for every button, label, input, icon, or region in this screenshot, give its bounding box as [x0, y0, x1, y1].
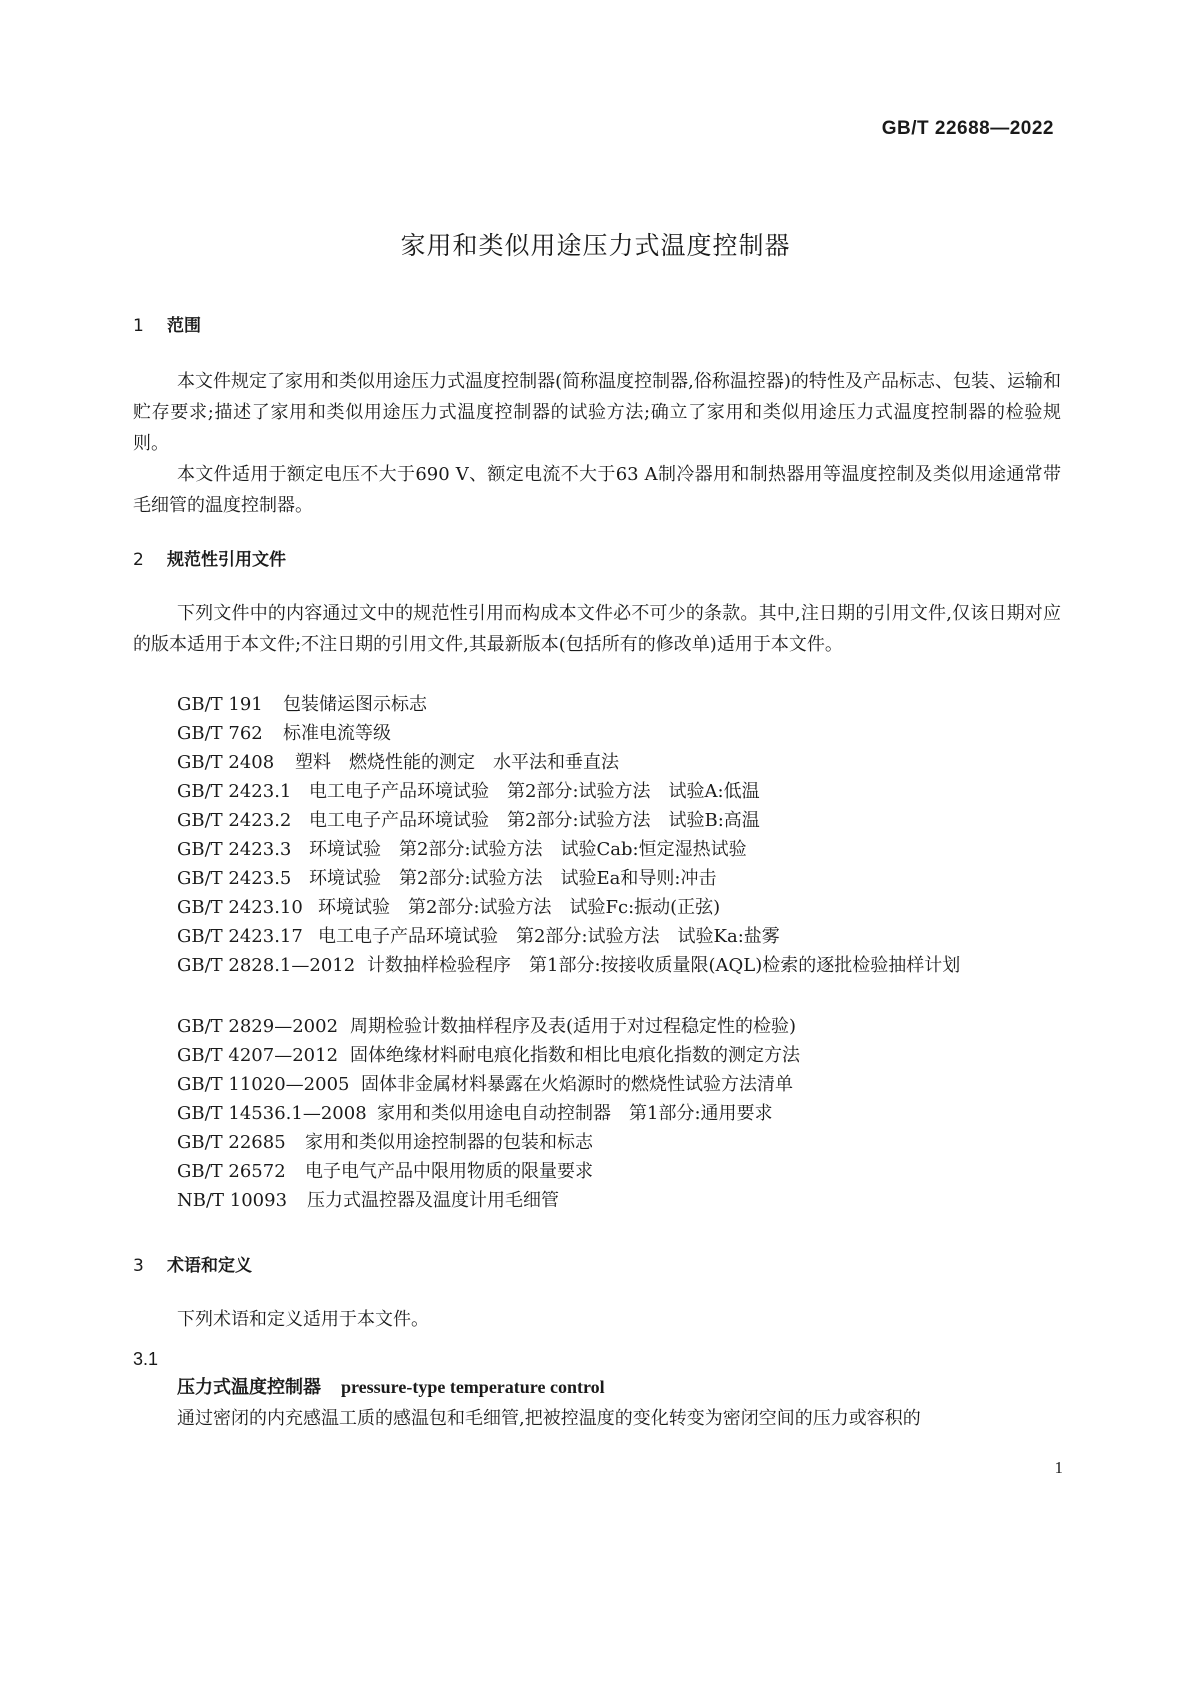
reference-item	[177, 805, 760, 836]
reference-item	[177, 1185, 559, 1216]
reference-code: GB/T 2423.17	[177, 926, 303, 947]
section-2-intro: 下列文件中的内容通过文中的规范性引用而构成本文件必不可少的条款。其中,注日期的引用文件,仅该日期对应的版本适用于本文件;不注日期的引用文件,其最新版本(包括所有的修改单)适用于本文件。	[133, 603, 1061, 655]
reference-item	[177, 1127, 593, 1158]
section-1-paragraph: 本文件规定了家用和类似用途压力式温度控制器(简称温度控制器,俗称温控器)的特性及产品标志、包装、运输和贮存要求;描述了家用和类似用途压力式温度控制器的试验方法;确立了家用和类似用途压力式温度控制器的检验规则。	[133, 371, 1061, 454]
reference-title: 计数抽样检验程序 第1部分:按接收质量限(AQL)检索的逐批检验抽样计划	[367, 955, 961, 976]
reference-item	[133, 950, 1061, 981]
reference-title: 包装储运图示标志	[283, 694, 427, 715]
reference-code: GB/T 762	[177, 723, 263, 744]
reference-item	[177, 921, 780, 952]
page-number: 1	[1054, 1458, 1063, 1477]
term-number: 3.1	[133, 1349, 159, 1369]
reference-code: GB/T 2423.1	[177, 781, 292, 802]
reference-title: 电工电子产品环境试验 第2部分:试验方法 试验Ka:盐雾	[318, 926, 780, 947]
reference-item	[177, 747, 619, 778]
section-title: 术语和定义	[167, 1256, 252, 1276]
document-title: 家用和类似用途压力式温度控制器	[400, 231, 791, 260]
reference-title: 电工电子产品环境试验 第2部分:试验方法 试验A:低温	[309, 781, 760, 802]
reference-code: GB/T 22685	[177, 1132, 286, 1153]
reference-item	[177, 1156, 593, 1187]
reference-item	[177, 1011, 796, 1042]
reference-title: 周期检验计数抽样程序及表(适用于对过程稳定性的检验)	[350, 1016, 797, 1037]
reference-title: 固体绝缘材料耐电痕化指数和相比电痕化指数的测定方法	[350, 1045, 800, 1066]
reference-code: GB/T 2408	[177, 752, 275, 773]
reference-code: GB/T 2423.3	[177, 839, 292, 860]
reference-code: GB/T 2423.5	[177, 868, 292, 889]
reference-code: GB/T 26572	[177, 1161, 286, 1182]
section-title: 规范性引用文件	[167, 550, 286, 570]
reference-title: 环境试验 第2部分:试验方法 试验Fc:振动(正弦)	[318, 897, 721, 918]
reference-code: GB/T 2423.2	[177, 810, 292, 831]
reference-code: GB/T 2828.1—2012	[177, 955, 356, 976]
reference-title: 固体非金属材料暴露在火焰源时的燃烧性试验方法清单	[361, 1074, 793, 1095]
reference-code: NB/T 10093	[177, 1190, 288, 1211]
section-3-intro: 下列术语和定义适用于本文件。	[177, 1309, 429, 1330]
reference-item	[177, 834, 747, 865]
reference-title: 环境试验 第2部分:试验方法 试验Cab:恒定湿热试验	[309, 839, 747, 860]
reference-item	[177, 892, 720, 923]
section-1-paragraph: 本文件适用于额定电压不大于690 V、额定电流不大于63 A制冷器用和制热器用等温度控制及类似用途通常带毛细管的温度控制器。	[133, 464, 1061, 516]
reference-code: GB/T 4207—2012	[177, 1045, 339, 1066]
section-number: 2	[133, 550, 144, 570]
term-chinese: 压力式温度控制器	[177, 1377, 321, 1398]
reference-code: GB/T 11020—2005	[177, 1074, 350, 1095]
section-number: 3	[133, 1256, 144, 1276]
reference-title: 环境试验 第2部分:试验方法 试验Ea和导则:冲击	[309, 868, 717, 889]
reference-item	[177, 776, 760, 807]
reference-title: 电子电气产品中限用物质的限量要求	[305, 1161, 593, 1182]
reference-title: 压力式温控器及温度计用毛细管	[307, 1190, 559, 1211]
reference-code: GB/T 2423.10	[177, 897, 303, 918]
reference-title: 家用和类似用途电自动控制器 第1部分:通用要求	[377, 1103, 773, 1124]
section-1-heading	[133, 311, 201, 336]
section-number: 1	[133, 316, 144, 336]
reference-title: 塑料 燃烧性能的测定 水平法和垂直法	[295, 752, 619, 773]
reference-item	[177, 863, 716, 894]
reference-code: GB/T 191	[177, 694, 263, 715]
section-2-heading	[133, 545, 286, 570]
section-3-heading	[133, 1251, 252, 1276]
reference-item	[177, 1040, 800, 1071]
term-definition: 通过密闭的内充感温工质的感温包和毛细管,把被控温度的变化转变为密闭空间的压力或容积的	[177, 1408, 921, 1429]
reference-title: 标准电流等级	[283, 723, 391, 744]
section-title: 范围	[167, 316, 201, 336]
reference-code: GB/T 2829—2002	[177, 1016, 339, 1037]
term-english: pressure-type temperature control	[341, 1377, 605, 1397]
reference-item	[177, 1098, 773, 1129]
reference-title: 家用和类似用途控制器的包装和标志	[305, 1132, 593, 1153]
standard-number: GB/T 22688—2022	[881, 118, 1054, 139]
reference-title: 电工电子产品环境试验 第2部分:试验方法 试验B:高温	[309, 810, 760, 831]
reference-item	[177, 1069, 793, 1100]
reference-item	[177, 718, 391, 749]
reference-item	[177, 689, 427, 720]
reference-code: GB/T 14536.1—2008	[177, 1103, 367, 1124]
term-title	[177, 1372, 605, 1403]
